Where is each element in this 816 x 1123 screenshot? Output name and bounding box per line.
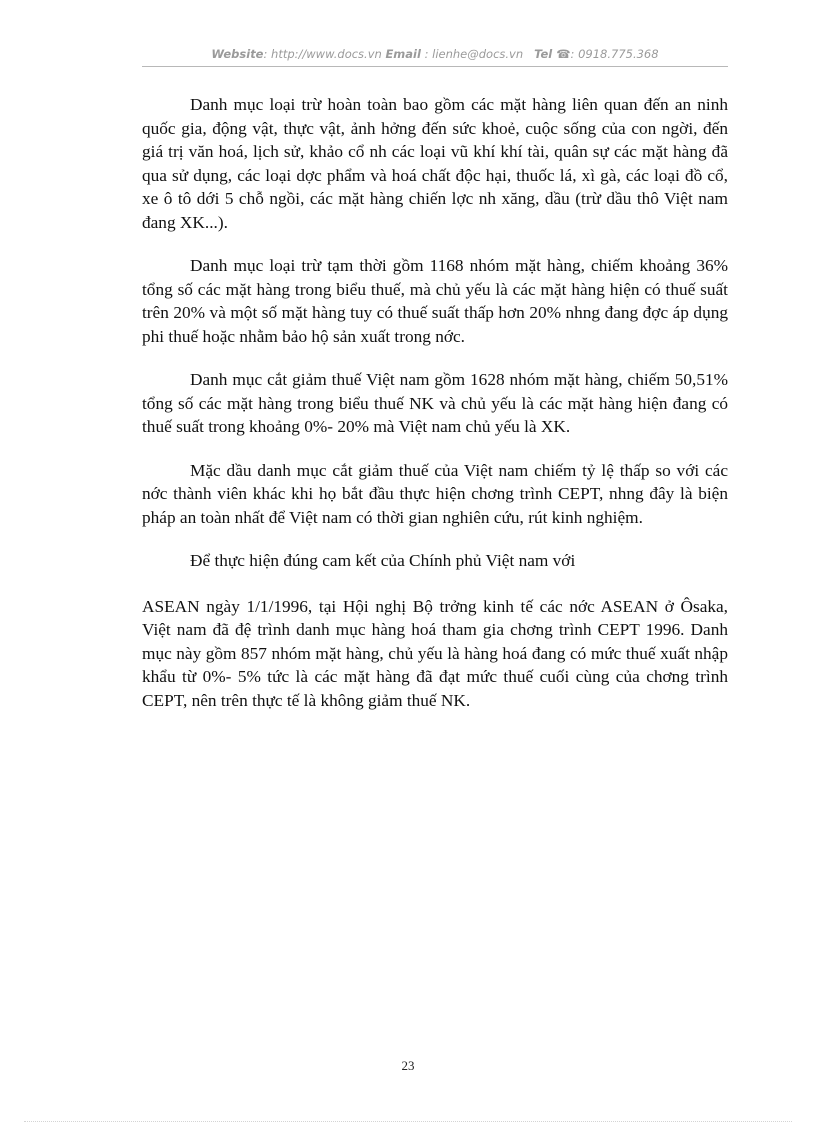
paragraph-asean-osaka: ASEAN ngày 1/1/1996, tại Hội nghị Bộ trởng kinh tế các nớc ASEAN ở Ôsaka, Việt nam đã đệ trình danh mục hàng hoá tham gia chơng trình CEPT 1996. Danh mục này gồm 857 nhóm mặt hàng, chủ yếu là hàng hoá đang có mức thuế xuất nhập khẩu từ 0%- 5% tức là các mặt hàng đã đạt mức thuế cuối cùng của chơng trình CEPT, nên trên thực tế là không giảm thuế NK. (142, 596, 728, 710)
paragraph-safe-measure: Mặc dầu danh mục cắt giảm thuế của Việt nam chiếm tỷ lệ thấp so với các nớc thành viên khác khi họ bắt đầu thực hiện chơng trình CEPT, nhng đây là biện pháp an toàn nhất để Việt nam có thời gian nghiên cứu, rút kinh nghiệm. (142, 460, 728, 527)
paragraph-commitment-intro: Để thực hiện đúng cam kết của Chính phủ Việt nam với (190, 551, 576, 570)
page-number: 23 (401, 1058, 415, 1073)
email-value[interactable]: : lienhe@docs.vn (420, 47, 524, 61)
page-header (142, 47, 728, 61)
tel-value: : 0918.775.368 (570, 47, 659, 61)
header-divider (142, 66, 728, 67)
document-body (142, 93, 728, 732)
paragraph-temporary-exclusion: Danh mục loại trừ tạm thời gồm 1168 nhóm mặt hàng, chiếm khoảng 36% tổng số các mặt hàng trong biểu thuế, mà chủ yếu là các mặt hàng hiện có thuế suất trên 20% và một số mặt hàng tuy có thuế suất thấp hơn 20% nhng đang đợc áp dụng phi thuế hoặc nhằm bảo hộ sản xuất trong nớc. (142, 256, 728, 346)
paragraph-exclusion-list: Danh mục loại trừ hoàn toàn bao gồm các mặt hàng liên quan đến an ninh quốc gia, động vật, thực vật, ảnh hởng đến sức khoẻ, cuộc sống của con ngời, đến giá trị văn hoá, lịch sử, khảo cổ nh các loại vũ khí khí tài, quân sự các mặt hàng đã qua sử dụng, các loại dợc phẩm và hoá chất độc hại, thuốc lá, xì gà, các loại đồ cổ, xe ô tô dới 5 chỗ ngồi, các mặt hàng chiến lợc nh xăng, dầu (trừ dầu thô Việt nam đang XK...). (142, 95, 728, 232)
paragraph-tax-reduction: Danh mục cắt giảm thuế Việt nam gồm 1628 nhóm mặt hàng, chiếm 50,51% tổng số các mặt hàng trong biểu thuế NK và chủ yếu là các mặt hàng hiện đang có thuế suất trong khoảng 0%- 20% mà Việt nam chủ yếu là XK. (142, 370, 728, 436)
tel-label: Tel ☎ (534, 47, 571, 61)
email-label: Email (385, 47, 421, 61)
website-value[interactable]: : http://www.docs.vn (263, 47, 382, 61)
footer-divider (24, 1121, 792, 1122)
website-label: Website (211, 47, 264, 61)
